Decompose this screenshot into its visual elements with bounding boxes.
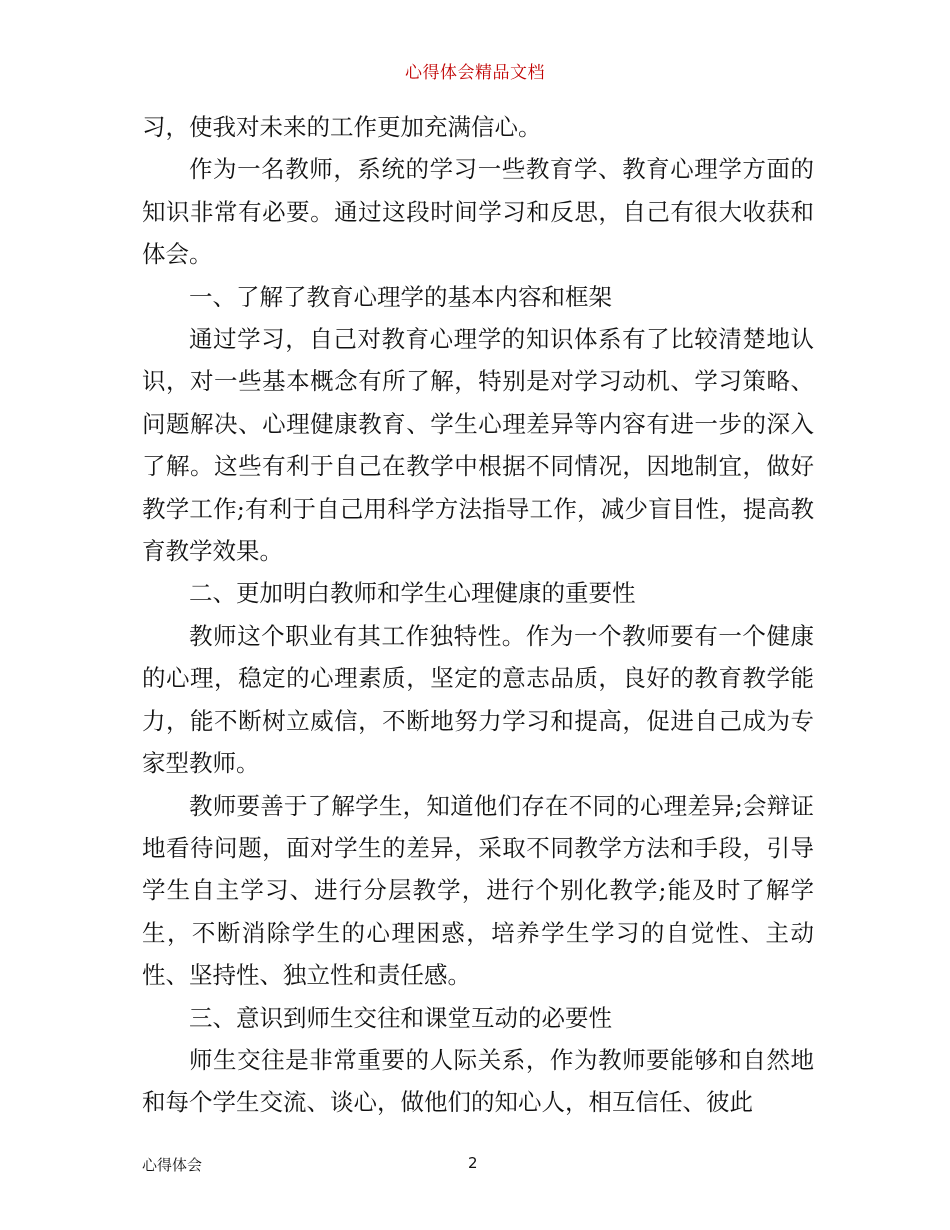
page-header-title: 心得体会精品文档 — [405, 63, 545, 83]
section-heading: 一、了解了教育心理学的基本内容和框架 — [189, 282, 612, 311]
section-heading: 三、意识到师生交往和课堂互动的必要性 — [189, 1003, 612, 1032]
paragraph: 师生交往是非常重要的人际关系，作为教师要能够和自然地和每个学生交流、谈心，做他们的知心人，相互信任、彼此 — [142, 1045, 814, 1117]
document-body — [142, 106, 814, 1124]
section-heading: 二、更加明白教师和学生心理健康的重要性 — [189, 579, 636, 608]
paragraph: 作为一名教师，系统的学习一些教育学、教育心理学方面的知识非常有必要。通过这段时间学习和反思，自己有很大收获和体会。 — [142, 155, 814, 269]
paragraph: 通过学习，自己对教育心理学的知识体系有了比较清楚地认识，对一些基本概念有所了解，特别是对学习动机、学习策略、问题解决、心理健康教育、学生心理差异等内容有进一步的深入了解。这些有利于自己在教学中根据不同情况，因地制宜，做好教学工作;有利于自己用科学方法指导工作，减少盲目性，提高教育教学效果。 — [142, 325, 814, 566]
page-footer-label: 心得体会 — [142, 1156, 203, 1174]
paragraph: 教师这个职业有其工作独特性。作为一个教师要有一个健康的心理，稳定的心理素质，坚定的意志品质，良好的教育教学能力，能不断树立威信，不断地努力学习和提高，促进自己成为专家型教师。 — [142, 621, 814, 778]
page-number: 2 — [468, 1154, 478, 1172]
paragraph: 教师要善于了解学生，知道他们存在不同的心理差异;会辩证地看待问题，面对学生的差异，采取不同教学方法和手段，引导学生自主学习、进行分层教学，进行个别化教学;能及时了解学生，不断消除学生的心理困惑，培养学生学习的自觉性、主动性、坚持性、独立性和责任感。 — [142, 791, 814, 990]
paragraph: 习，使我对未来的工作更加充满信心。 — [142, 113, 542, 141]
